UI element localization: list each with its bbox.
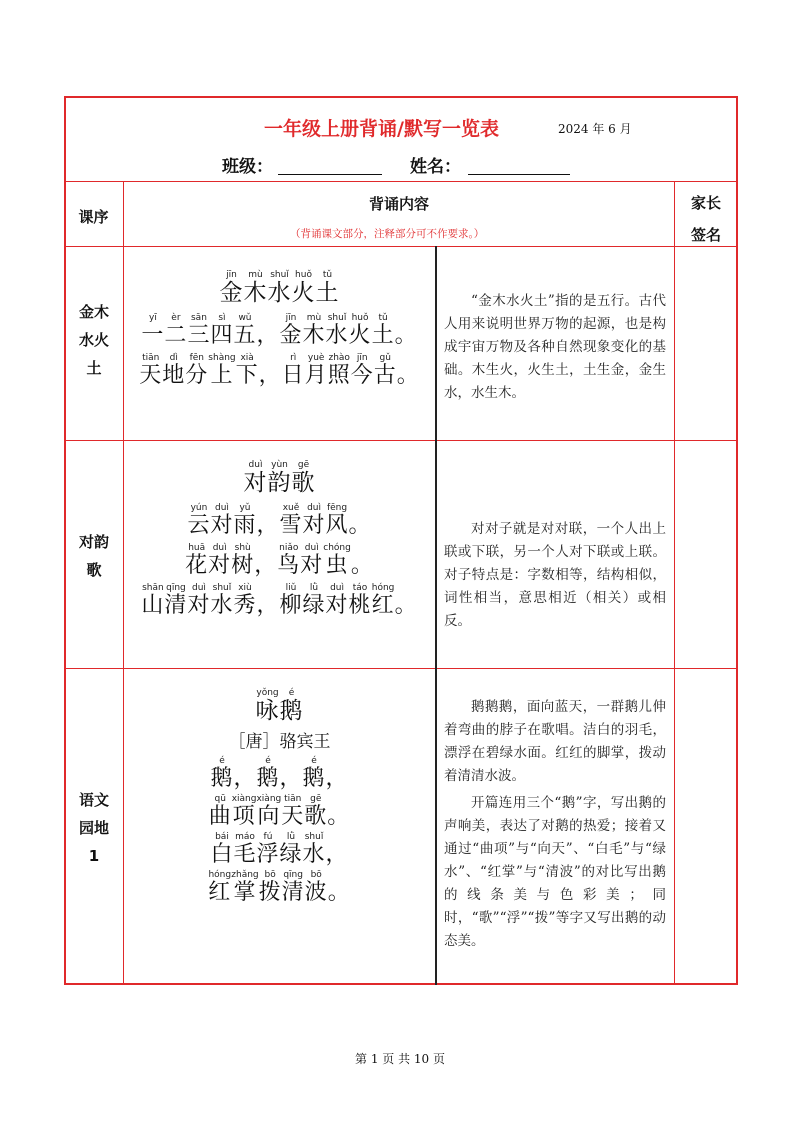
hanzi-with-pinyin: 土tǔ (371, 313, 395, 348)
hanzi-with-pinyin: 古gǔ (373, 353, 397, 388)
hanzi-with-pinyin: 。 (327, 880, 351, 905)
lesson-label-line: 语文 (78, 791, 109, 809)
content-explanation-divider (435, 246, 437, 985)
hanzi-with-pinyin: 土tǔ (315, 270, 340, 306)
column-header-divider (64, 246, 738, 247)
hanzi-with-pinyin: 桃táo (348, 583, 372, 618)
class-label: 班级： (222, 157, 273, 177)
lesson-label-line: 金木 (78, 303, 109, 321)
hanzi-with-pinyin: 绿lǜ (302, 583, 326, 618)
hanzi-with-pinyin: 下xià (235, 353, 259, 388)
poem-title (124, 270, 435, 307)
hanzi-with-pinyin: 今jīn (350, 353, 374, 388)
hanzi-with-pinyin: 二èr (164, 313, 188, 348)
hanzi-with-pinyin: 花huā (185, 543, 209, 578)
hanzi-with-pinyin: 红hóng (208, 870, 232, 905)
hanzi-with-pinyin: 天tiān (139, 353, 163, 388)
hanzi-with-pinyin: ， (258, 363, 282, 388)
hanzi-with-pinyin: 一yī (141, 313, 165, 348)
hanzi-with-pinyin: 对duì (302, 503, 326, 538)
hanzi-with-pinyin: 对duì (300, 543, 324, 578)
hanzi-with-pinyin: 。 (394, 323, 418, 348)
poem-line (124, 543, 435, 579)
hanzi-with-pinyin: 水shuǐ (302, 832, 326, 867)
poem-author: ［唐］骆宾王 (228, 732, 331, 752)
lesson-column-header: 课序 (78, 208, 109, 226)
hanzi-with-pinyin: 清qīng (164, 583, 188, 618)
lesson-label-line: 歌 (86, 561, 102, 579)
hanzi-with-pinyin: 曲qū (208, 794, 232, 829)
explanation-paragraph: 对对子就是对对联，一个人出上联或下联，另一个人对下联或上联。对子特点是：字数相等，结构相似，词性相当，意思相近（相关）或相反。 (444, 521, 666, 629)
lesson-label-row3 (66, 786, 122, 870)
hanzi-with-pinyin: 对duì (187, 583, 211, 618)
explanation-row2 (444, 518, 666, 633)
row-divider-2 (64, 668, 738, 669)
lesson-label-line: 1 (88, 847, 100, 865)
hanzi-with-pinyin: 四sì (210, 313, 234, 348)
hanzi-with-pinyin: ， (256, 513, 280, 538)
poem-line (124, 832, 435, 868)
hanzi-with-pinyin: 照zhào (327, 353, 351, 388)
hanzi-with-pinyin: ， (279, 766, 303, 791)
hanzi-with-pinyin: 。 (350, 553, 374, 578)
hanzi-with-pinyin: 秀xiù (233, 583, 257, 618)
hanzi-with-pinyin: 绿lǜ (279, 832, 303, 867)
hanzi-with-pinyin: 木mù (302, 313, 326, 348)
explanation-paragraph: “金木水火土”指的是五行。古代人用来说明世界万物的起源，也是构成宇宙万物及各种自然现象变化的基础。木生火，火生土，土生金，金生水，水生木。 (444, 293, 666, 401)
hanzi-with-pinyin: 对duì (208, 543, 232, 578)
sign-header-line2: 签名 (690, 226, 721, 244)
explanation-paragraph: 鹅鹅鹅，面向蓝天，一群鹅儿伸着弯曲的脖子在歌唱。洁白的羽毛，漂浮在碧绿水面。红红的脚掌，拨动着清清水波。 (444, 699, 666, 784)
lesson-label-line: 水火 (78, 331, 109, 349)
hanzi-with-pinyin: ， (256, 323, 280, 348)
poem-line (124, 794, 435, 830)
hanzi-with-pinyin: 雪xuě (279, 503, 303, 538)
poem-block-row1 (124, 270, 435, 391)
hanzi-with-pinyin: 。 (396, 363, 420, 388)
hanzi-with-pinyin: 向xiàng (256, 794, 282, 829)
explanation-row1 (444, 290, 666, 405)
hanzi-with-pinyin: 对duì (243, 460, 268, 496)
hanzi-with-pinyin: 雨yǔ (233, 503, 257, 538)
lesson-label-row1 (66, 298, 122, 382)
poem-line (124, 870, 435, 906)
hanzi-with-pinyin: 红hóng (371, 583, 395, 618)
hanzi-with-pinyin: 鸟niǎo (277, 543, 301, 578)
content-column-header: 背诵内容 (368, 195, 429, 213)
explanation-paragraph: 开篇连用三个“鹅”字，写出鹅的声响美，表达了对鹅的热爱；接着又通过“曲项”与“向天”、“白毛”与“绿水”、“红掌”与“清波”的对比写出鹅的线条美与色彩美；同时，“歌”“浮”“拨”等字又写出鹅的动态美。 (444, 795, 666, 949)
hanzi-with-pinyin: 月yuè (304, 353, 328, 388)
hanzi-with-pinyin: 。 (348, 513, 372, 538)
explanation-row3 (444, 696, 666, 953)
hanzi-with-pinyin: 白bái (210, 832, 234, 867)
class-input-line[interactable] (278, 174, 382, 175)
hanzi-with-pinyin: 水shuǐ (325, 313, 349, 348)
name-label: 姓名： (410, 157, 461, 177)
hanzi-with-pinyin: 鹅é (302, 756, 326, 791)
hanzi-with-pinyin: ， (256, 593, 280, 618)
hanzi-with-pinyin: 五wǔ (233, 313, 257, 348)
hanzi-with-pinyin: 柳liǔ (279, 583, 303, 618)
hanzi-with-pinyin: 三sān (187, 313, 211, 348)
hanzi-with-pinyin: 地dì (162, 353, 186, 388)
hanzi-with-pinyin: 树shù (231, 543, 255, 578)
hanzi-with-pinyin: 对duì (325, 583, 349, 618)
hanzi-with-pinyin: 。 (394, 593, 418, 618)
hanzi-with-pinyin: 日rì (281, 353, 305, 388)
hanzi-with-pinyin: 浮fú (256, 832, 280, 867)
hanzi-with-pinyin: 水shuǐ (210, 583, 234, 618)
hanzi-with-pinyin: 分fēn (185, 353, 209, 388)
hanzi-with-pinyin: 山shān (141, 583, 165, 618)
hanzi-with-pinyin: 天tiān (281, 794, 305, 829)
date-label: 2024 年 6 月 (558, 122, 632, 136)
hanzi-with-pinyin: 波bō (304, 870, 328, 905)
page-title: 一年级上册背诵/默写一览表 (264, 118, 499, 140)
sign-column-divider (674, 181, 675, 985)
lesson-label-line: 对韵 (78, 533, 109, 551)
content-note: （背诵课文部分，注释部分可不作要求。） (290, 228, 485, 240)
poem-title (124, 460, 435, 497)
poem-line (124, 313, 435, 349)
poem-block-row3 (124, 688, 435, 908)
row-divider-1 (64, 440, 738, 441)
hanzi-with-pinyin: ， (325, 842, 349, 867)
hanzi-with-pinyin: 掌zhǎng (231, 870, 259, 905)
hanzi-with-pinyin: 火huǒ (291, 270, 316, 306)
hanzi-with-pinyin: 上shàng (208, 353, 236, 388)
hanzi-with-pinyin: 歌gē (304, 794, 328, 829)
hanzi-with-pinyin: 对duì (210, 503, 234, 538)
hanzi-with-pinyin: 清qīng (281, 870, 305, 905)
page-footer: 第 1 页 共 10 页 (355, 1052, 445, 1066)
hanzi-with-pinyin: 水shuǐ (267, 270, 292, 306)
lesson-label-line: 土 (86, 359, 102, 377)
name-input-line[interactable] (468, 174, 570, 175)
hanzi-with-pinyin: 。 (327, 804, 351, 829)
hanzi-with-pinyin: ， (325, 766, 349, 791)
poem-title (124, 688, 435, 725)
header-divider (64, 181, 738, 182)
hanzi-with-pinyin: ， (254, 553, 278, 578)
lesson-label-row2 (66, 528, 122, 584)
hanzi-with-pinyin: 金jīn (219, 270, 244, 306)
hanzi-with-pinyin: 歌gē (291, 460, 316, 496)
hanzi-with-pinyin: 项xiàng (231, 794, 257, 829)
hanzi-with-pinyin: 鹅é (210, 756, 234, 791)
hanzi-with-pinyin: 木mù (243, 270, 268, 306)
hanzi-with-pinyin: 虫chóng (323, 543, 351, 578)
sign-header-line1: 家长 (690, 194, 721, 212)
hanzi-with-pinyin: 鹅é (279, 688, 304, 724)
poem-line (124, 583, 435, 619)
hanzi-with-pinyin: 拨bō (258, 870, 282, 905)
poem-line (124, 353, 435, 389)
poem-line (124, 503, 435, 539)
hanzi-with-pinyin: 鹅é (256, 756, 280, 791)
lesson-label-line: 园地 (78, 819, 109, 837)
hanzi-with-pinyin: 风fēng (325, 503, 349, 538)
hanzi-with-pinyin: 咏yǒng (255, 688, 280, 724)
hanzi-with-pinyin: 金jīn (279, 313, 303, 348)
poem-line (124, 756, 435, 792)
hanzi-with-pinyin: 火huǒ (348, 313, 372, 348)
hanzi-with-pinyin: 韵yùn (267, 460, 292, 496)
hanzi-with-pinyin: 云yún (187, 503, 211, 538)
hanzi-with-pinyin: ， (233, 766, 257, 791)
hanzi-with-pinyin: 毛máo (233, 832, 257, 867)
poem-block-row2 (124, 460, 435, 621)
